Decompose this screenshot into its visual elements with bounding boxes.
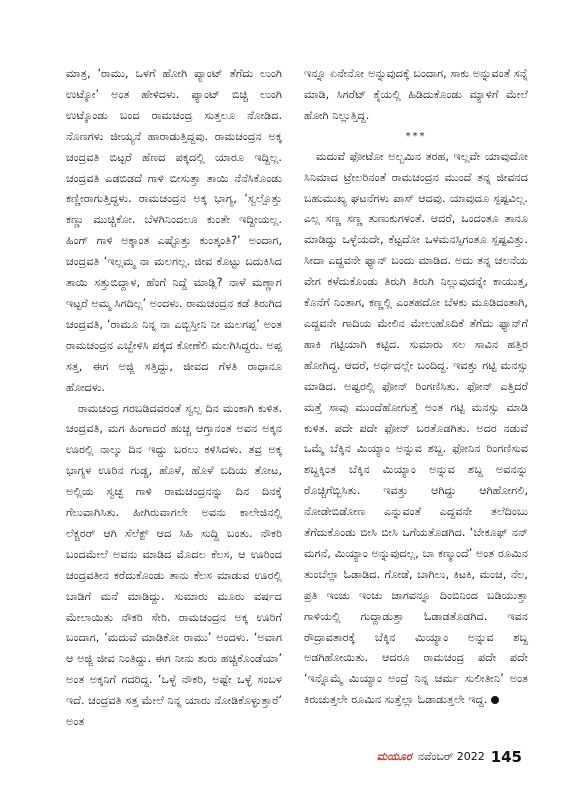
section-divider: *** [405,130,427,142]
article-paragraph-text: ಮದುವೆ ಫೋಟೋ ಅಲ್ಬಮಿನ ತರಹ, ಇಲ್ಲವೇ ಯಾವುದೋ ಸಿನಿಮಾದ ಟ್ರೇಲರಿನಂತೆ ರಾಮಚಂದ್ರನ ಮುಂದೆ ತನ್ನ ಜೀವನದ ಬಹುಮುಖ್ಯ ಘಟನೆಗಳು ಪಾಸ್ ಆದವು. ಯಾವುದೂ ಸ್ಪಷ್ಟವಿಲ್ಲ. ಎಲ್ಲ ಸಣ್ಣ ಸಣ್ಣ ತುಣುಕುಗಳಂತೆ. ಆದರೆ, ಒಂದಂತೂ ತಾನೂ ಮಾಡಿದ್ದು ಒಳ್ಳೆಯದೇ, ಕೆಟ್ಟದೋ ಒಳಮನಸ್ಸಿಗಂತೂ ಸ್ಪಷ್ಟವಿತ್ತು. ಸೀದಾ ಎದ್ದವನೇ ಫ್ಯಾನ್ ಬಂದು ಮಾಡಿದ. ಅದು ತನ್ನ ಚಲನೆಯ ವೇಗ ಕಳೆದುಕೊಂಡು ತಿರುಗಿ ತಿರುಗಿ ನಿಲ್ಲುವುದನ್ನೇ ಕಾಯುತ್ತ, ಕೊನೆಗೆ ನಿಂತಾಗ, ಕಣ್ಣಲ್ಲಿ ಎಂತಹದೋ ಬೆಳಕು ಮೂಡಿದಂತಾಗಿ, ಎದ್ದವನೇ ಗಾದಿಯ ಮೇಲಿನ ಮೇಲುಹೊದಿಕೆ ತೆಗೆದು ಫ್ಯಾನ್‌ಗೆ ಹಾಕಿ ಗಟ್ಟಿಯಾಗಿ ಕಟ್ಟಿದ. ಸುಮಾರು ಸಲ ಸಾವಿನ ಹತ್ತಿರ ಹೋಗಿದ್ದ. ಆದರೆ, ಅರ್ಧದಲ್ಲೇ ಬಂದಿದ್ದ. ಇವತ್ತು ಗಟ್ಟಿ ಮನಸ್ಸು ಮಾಡಿದ. ಅಷ್ಟರಲ್ಲಿ ಫೋನ್ ರಿಂಗಣಿಸಿತು. ಫೋನ್ ಎತ್ತಿದರೆ ಮತ್ತೆ ಸಾವು ಮುಂದೆಹೋಗುತ್ತೆ ಅಂತ ಗಟ್ಟಿ ಮನಸ್ಸು ಮಾಡಿ ಕುಳಿತ. ಪದೇ ಪದೇ ಫೋನ್ ಬರತೊಡಗಿತು. ಅದರ ನಡುವೆ ಒಮ್ಮೆ ಬೆಕ್ಕಿನ ಮಿಯ್ಯಾಂ ಅನ್ನುವ ಶಬ್ದ. ಫೋನಿನ ರಿಂಗಣಿಸುವ ಶಬ್ದಕ್ಕಿಂತ ಬೆಕ್ಕಿನ ಮಿಯ್ಯಾಂ ಅನ್ನುವ ಶಬ್ದ ಅವನನ್ನು ರೊಚ್ಚಿಗೆಬ್ಬಿಸಿತು. ಇವತ್ತು ಆಗಿದ್ದು ಆಗಿಹೋಗಲಿ, ನೋಡೇಬಿಡೋಣ ಎನ್ನುವಂತೆ ಎದ್ದವನೇ ತಲೆದಿಂಬು ತೆಗೆದುಕೊಂಡು ಬೀಸಿ ಬೀಸಿ ಒಗೆಯತೊಡಗಿದ. ‘ಬೇಕೂಫ್ ನನ್ ಮಗನೆ, ಮಿಯ್ಯಾಂ ಅನ್ನುವುದಲ್ಲ, ಬಾ ಕಣ್ಮುಂದೆ’ ಅಂತ ರೂಮಿನ ತುಂಬೆಲ್ಲಾ ಓಡಾಡಿದ. ಗೋಡೆ, ಬಾಗಿಲು, ಕಿಟಕಿ, ಮಂಚ, ನೆಲ, ಪ್ರತಿ ಇಂಚು ಇಂಚು ಜಾಗವನ್ನೂ ದಿಂಬಿನಿಂದ ಬಡಿಯುತ್ತಾ ಗಾಳಿಯಲ್ಲಿ ಗುದ್ದಾಡುತ್ತಾ ಓಡಾಡತೊಡಗಿದ. ಇವನ ರೌದ್ರಾವತಾರಕ್ಕೆ ಬೆಕ್ಕಿನ ಮಿಯ್ಯಾಂ ಅನ್ನುವ ಶಬ್ದ ಅಡಗಿಹೋಯಿತು. ಆದರೂ ರಾಮಚಂದ್ರ ಪದೇ ಪದೇ ‘ಇನ್ನೊಮ್ಮೆ ಮಿಯ್ಯಾಂ ಅಂದ್ರೆ ನಿನ್ನ ಚರ್ಮ ಸುಲೀತೀನಿ’ ಅಂತ ಕಿರುಚುತ್ತಲೇ ರೂಮಿನ ಸುತ್ತೆಲ್ಲಾ ಓಡಾಡುತ್ತಲೇ ಇದ್ದ. [304,149,528,707]
end-of-article-icon [491,696,499,704]
article-right-column [304,64,528,711]
article-paragraph: ಮಾತ್ರ, ‘ರಾಮು, ಒಳಗೆ ಹೋಗಿ ಪ್ಯಾಂಟ್ ತೆಗೆದು ಲುಂಗಿ ಉಟ್ಕೋ’ ಅಂತ ಹೇಳಿದಳು. ಪ್ಯಾಂಟ್ ಬಿಚ್ಚಿ ಲುಂಗಿ ಉಟ್ಕೊಂಡು ಬಂದ ರಾಮಚಂದ್ರ ಸುತ್ತಲೂ ನೋಡಿದ. ನೊಣಗಳು ಜೀಯ್ಯನೆ ಹಾರಾಡುತ್ತಿದ್ದವು. ರಾಮಚಂದ್ರನ ಅಕ್ಕ ಚಂದ್ರವತಿ ಬಿಟ್ಟರೆ ಹೆಣದ ಪಕ್ಕದಲ್ಲಿ ಯಾರೂ ಇದ್ದಿಲ್ಲ. ಚಂದ್ರವತಿ ಎಡಬಿಡದೆ ಗಾಳಿ ಬೀಸುತ್ತಾ ತಾಯಿ ನೆನೆಸಿಕೊಂಡು ಕಣ್ಣೀರಾಗುತ್ತಿದ್ದಳು. ರಾಮಚಂದ್ರನ ಅಕ್ಕ ಭಾಗ್ಯ, ‘ಸ್ವಲ್ಪೊತ್ತು ಕಣ್ಣು ಮುಚ್ಚಿಕೋ. ಬೆಳಗಿನಿಂದಲೂ ಕುಂತೇ ಇದ್ದೀಯಲ್ಲ. ಹಿಂಗ್ ಗಾಳಿ ಅಕ್ಕಾಂತ ಎಷ್ಟೊತ್ತು ಕುಂತ್ಕಂತಿ?’ ಅಂದಾಗ, ಚಂದ್ರವತಿ ‘ಇಲ್ಲಮ್ಮ ನಾ ಮಲಗಲ್ಲ. ಜೀವ ಕೊಟ್ಟು ಬದುಕಿಸಿದ ತಾಯಿ ಸತ್ತುಬಿದ್ದಾಳ, ಹೆಂಗೆ ನಿದ್ದೆ ಮಾಡ್ಲಿ? ನಾಳೆ ಮಣ್ಣಾಗ ಇಟ್ಟರೆ ಅಮ್ಮ ಸಿಗದಿಲ್ಲ’ ಅಂದಳು. ರಾಮಚಂದ್ರನ ಕಡೆ ತಿರುಗಿದ ಚಂದ್ರವತಿ, ‘ರಾಮೂ ನಿನ್ನ ನಾ ಎಬ್ಬಿಸ್ತೀನಿ ನೀ ಮಲಗಪ್ಪ’ ಅಂತ ರಾಮಚಂದ್ರನ ಎಬ್ಬೇಳಿಸಿ ಪಕ್ಕದ ಕೋಣೆಲಿ ಮಲಗಿಸಿದ್ದರು. ಅಪ್ಪ ಸತ್ತ, ಈಗ ಅಜ್ಜಿ ಸತ್ತಿದ್ದು, ಜೀವದ ಗೆಳತಿ ರಾಧಾನೂ ಹೋದಳು. [66,67,282,394]
page-footer [377,748,522,766]
magazine-logo: ಮಯೂರ [376,750,412,763]
article-paragraph: ರಾಮಚಂದ್ರ ಗರಬಡಿದವರಂತೆ ಸ್ವಲ್ಪ ದಿನ ಮಂಕಾಗಿ ಕುಳಿತ. ಚಂದ್ರವತಿ, ಮಗ ಹಿಂಗಾದರೆ ಹುಚ್ಚ ಆಗ್ತಾನಂತ ಅವನ ಅಕ್ಕನ ಊರಲ್ಲಿ ನಾಲ್ಕು ದಿನ ಇದ್ದು ಬರಲು ಕಳಿಸಿದಳು. ತವ್ರ ಅಕ್ಕ ಭಾಗ್ಯಳ ಊರಿನ ಗುಡ್ಡ, ಹೊಳೆ, ಹೊಳೆ ಬದಿಯ ತೋಟ, ಅಲ್ಲಿಯ ಸ್ವಚ್ಛ ಗಾಳಿ ರಾಮಚಂದ್ರನನ್ನು ದಿನ ದಿನಕ್ಕೆ ಗೆಲುವಾಗಿಸಿತು. ಹೀಗಿರುವಾಗಲೇ ಅವನು ಕಾಲೇಜಿನಲ್ಲಿ ಲೆಕ್ಚರರ್ ಆಗಿ ಸೆಲೆಕ್ಟ್ ಆದ ಸಿಹಿ ಸುದ್ದಿ ಬಂತು. ನೌಕರಿ ಬಂದಮೇಲೆ ಅವನು ಮಾಡಿದ ಮೊದಲ ಕೆಲಸ, ಆ ಊರಿಂದ ಚಂದ್ರವತೀನ ಕರೆದುಕೊಂಡು ತಾನು ಕೆಲಸ ಮಾಡುವ ಊರಲ್ಲಿ ಬಾಡಿಗೆ ಮನೆ ಮಾಡಿದ್ದು. ಸುಮಾರು ಮೂರು ವರ್ಷದ ಮೇಲಾಯಿತು ನೌಕರಿ ಸೇರಿ. ರಾಮಚಂದ್ರನ ಅಕ್ಕ ಊರಿಗೆ ಬಂದಾಗ, ‘ಮದುವೆ ಮಾಡಿಕೋ ರಾಮು’ ಅಂದಳು. ‘ಅವಾಗ ಆ ಅಜ್ಜಿ ಜೀವ ನಿಂತಿದ್ದು. ಈಗ ನೀನು ಶುರು ಹಚ್ಚಿಕೊಂಡೆಯಾ’ ಅಂತ ಅಕ್ಕನಿಗೆ ಗದರಿದ್ದ. ‘ಒಳ್ಳೆ ನೌಕರಿ, ಅಷ್ಟೇ ಒಳ್ಳೆ ಸಂಬಳ ಇದೆ. ಚಂದ್ರವತಿ ಸತ್ತ ಮೇಲೆ ನಿನ್ನ ಯಾರು ನೋಡಿಕೊಳ್ಳುತ್ತಾರೆ’ ಅಂತ [66,401,282,729]
issue-date: ನವೆಂಬರ್ 2022 [417,750,485,763]
article-paragraph [304,147,528,711]
article-left-column [66,64,282,733]
article-paragraph: ಇನ್ನೂ ಏನೇನೋ ಅನ್ನುವುದಕ್ಕೆ ಬಂದಾಗ, ಸಾಕು ಅನ್ನುವಂತೆ ಸನ್ನೆ ಮಾಡಿ, ಸಿಗರೆಟ್ ಕೈಯಲ್ಲಿ ಹಿಡಿದುಕೊಂಡು ಮ್ಯಾಳಿಗೆ ಮೇಲೆ ಹೋಗಿ ನಿಲ್ಲುತ್ತಿದ್ದ. [304,67,528,122]
page-number: 145 [490,748,522,766]
